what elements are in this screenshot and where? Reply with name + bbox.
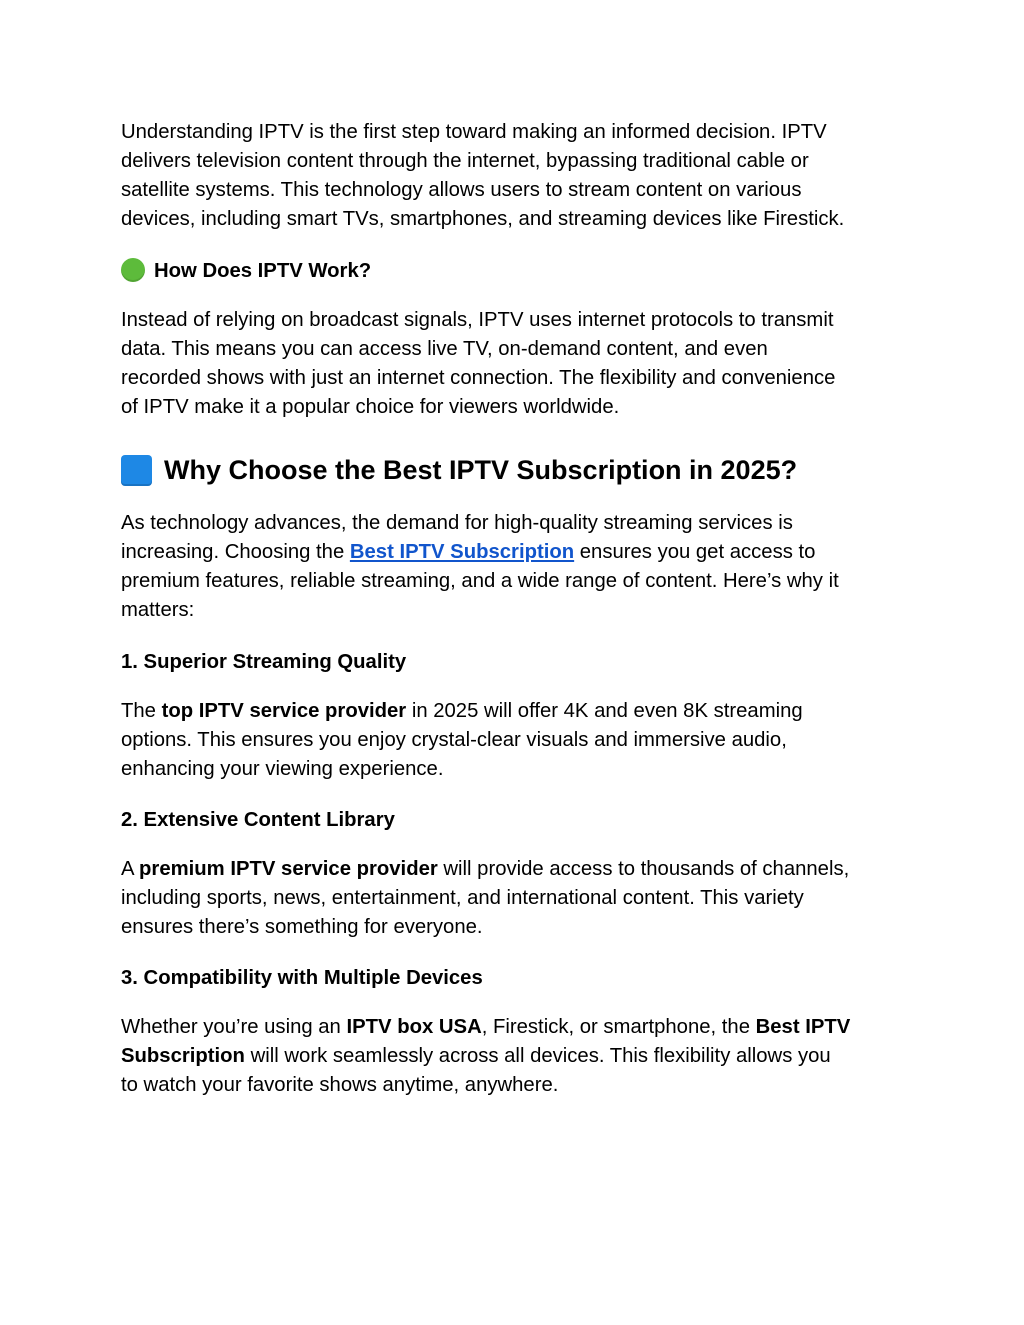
point1-text: in 2025 will offer 4K and even 8K streaming	[406, 700, 803, 722]
intro-paragraph	[121, 118, 911, 234]
point2-text: A	[121, 858, 140, 880]
point2-paragraph	[121, 855, 911, 942]
intro-line: devices, including smart TVs, smartphones, and streaming devices like Firestick.	[121, 208, 845, 230]
how-line: data. This means you can access live TV, on-demand content, and even	[121, 338, 768, 360]
green-circle-icon	[121, 258, 145, 282]
point1-line	[121, 697, 911, 726]
point1-line: enhancing your viewing experience.	[121, 758, 444, 780]
point2-text: will provide access to thousands of channels,	[437, 858, 850, 880]
point3-bold-text: IPTV box USA	[346, 1016, 482, 1038]
point1-bold-text: top IPTV service provider	[161, 700, 407, 722]
blue-square-icon	[121, 455, 152, 486]
point3-text: Whether you’re using an	[121, 1016, 347, 1038]
point3-bold-text: Best IPTV	[755, 1016, 851, 1038]
how-iptv-works-paragraph	[121, 306, 911, 422]
intro-line: Understanding IPTV is the first step toward making an informed decision. IPTV	[121, 121, 827, 143]
point3-text: will work seamlessly across all devices. This flexibility allows you	[244, 1045, 831, 1067]
point2-line: ensures there’s something for everyone.	[121, 916, 483, 938]
why-line-text: increasing. Choosing the	[121, 541, 350, 563]
how-iptv-works-heading	[121, 257, 371, 286]
point2-line: including sports, news, entertainment, and international content. This variety	[121, 887, 804, 909]
point3-paragraph	[121, 1013, 911, 1100]
why-choose-heading	[121, 452, 797, 488]
point3-heading: 3. Compatibility with Multiple Devices	[121, 967, 483, 989]
best-iptv-subscription-link[interactable]: Best IPTV Subscription	[349, 541, 575, 563]
intro-line: satellite systems. This technology allows users to stream content on various	[121, 179, 802, 201]
point1-text: The	[121, 700, 162, 722]
point1-paragraph	[121, 697, 911, 784]
point3-bold-text: Subscription	[121, 1045, 245, 1067]
how-line: of IPTV make it a popular choice for viewers worldwide.	[121, 396, 620, 418]
how-line: recorded shows with just an internet connection. The flexibility and convenience	[121, 367, 836, 389]
why-choose-paragraph	[121, 509, 911, 625]
why-line: matters:	[121, 599, 195, 621]
how-line: Instead of relying on broadcast signals, IPTV uses internet protocols to transmit	[121, 309, 834, 331]
how-iptv-works-heading-text: How Does IPTV Work?	[154, 260, 372, 282]
point1-heading: 1. Superior Streaming Quality	[121, 651, 407, 673]
why-line: As technology advances, the demand for high-quality streaming services is	[121, 512, 793, 534]
point3-line	[121, 1013, 911, 1042]
point2-bold-text: premium IPTV service provider	[139, 858, 438, 880]
point2-heading: 2. Extensive Content Library	[121, 809, 395, 831]
point3-line: to watch your favorite shows anytime, anywhere.	[121, 1074, 559, 1096]
point3-line	[121, 1042, 911, 1071]
point2-line	[121, 855, 911, 884]
point1-line: options. This ensures you enjoy crystal-clear visuals and immersive audio,	[121, 729, 787, 751]
why-line	[121, 538, 911, 567]
why-line-text: ensures you get access to	[574, 541, 816, 563]
why-choose-heading-text: Why Choose the Best IPTV Subscription in 2025?	[164, 455, 798, 485]
why-line: premium features, reliable streaming, and a wide range of content. Here’s why it	[121, 570, 839, 592]
point3-text: , Firestick, or smartphone, the	[481, 1016, 756, 1038]
intro-line: delivers television content through the internet, bypassing traditional cable or	[121, 150, 809, 172]
